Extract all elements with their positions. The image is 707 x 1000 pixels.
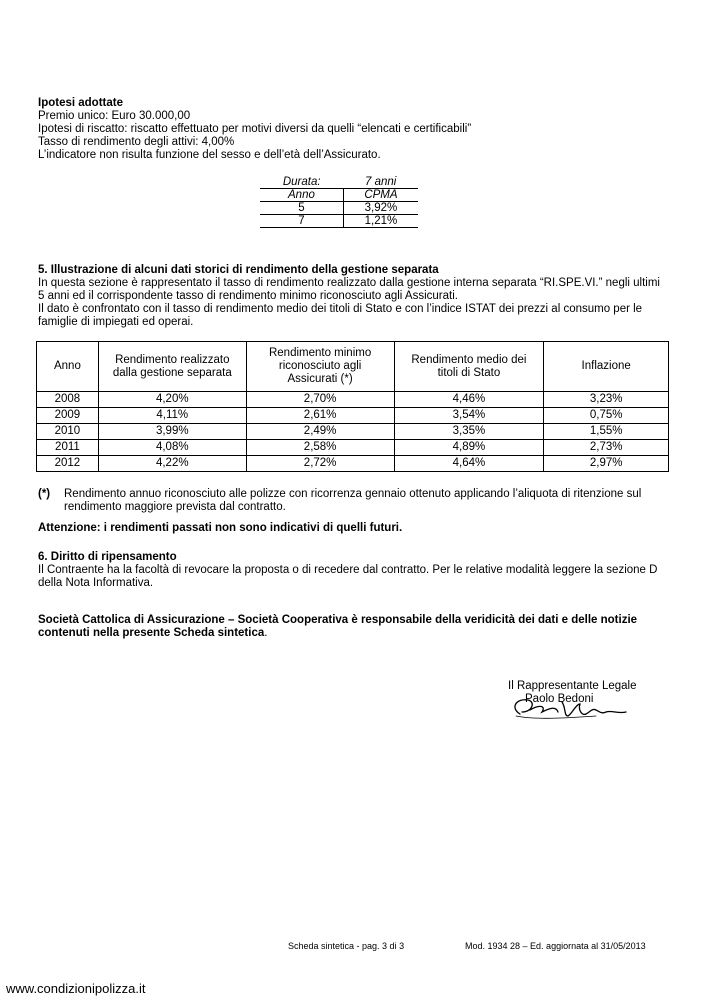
cell-year: 2011 <box>37 440 99 456</box>
section5-line: famiglie di impiegati ed operai. <box>38 316 194 328</box>
cell-inflation: 0,75% <box>544 408 669 424</box>
cpma-row <box>260 202 418 215</box>
cpma-value: 1,21% <box>343 215 418 228</box>
footer-model-info: Mod. 1934 28 – Ed. aggiornata al 31/05/2013 <box>465 941 646 951</box>
cell-realized: 4,22% <box>98 456 246 472</box>
signature-role: Il Rappresentante Legale <box>508 680 637 692</box>
footnote-marker: (*) <box>38 488 51 500</box>
hypotheses-block <box>38 97 471 162</box>
cell-inflation: 2,97% <box>544 456 669 472</box>
cell-realized: 4,11% <box>98 408 246 424</box>
hypotheses-line: Premio unico: Euro 30.000,00 <box>38 110 191 122</box>
duration-value: 7 anni <box>365 176 397 188</box>
cell-inflation: 3,23% <box>544 392 669 408</box>
section5-line: In questa sezione è rappresentato il tasso di rendimento realizzato dalla gestione interna separata “RI.SPE.VI.” negli ultimi <box>38 277 660 289</box>
cell-state-bonds: 4,89% <box>394 440 544 456</box>
section5-block <box>38 264 668 329</box>
table-row <box>37 440 669 456</box>
cell-realized: 4,20% <box>98 392 246 408</box>
cell-minimum: 2,61% <box>246 408 394 424</box>
cpma-col-value: CPMA <box>343 189 418 202</box>
header-year: Anno <box>37 342 99 392</box>
responsibility-statement <box>38 614 668 640</box>
duration-label: Durata: <box>282 176 321 188</box>
footnote-line: Rendimento annuo riconosciuto alle polizze con ricorrenza gennaio ottenuto applicando l’aliquota di ritenzione sul <box>64 488 642 500</box>
signature-name: Paolo Bedoni <box>525 693 594 705</box>
cpma-year: 7 <box>260 215 343 228</box>
cell-state-bonds: 3,35% <box>394 424 544 440</box>
cell-minimum: 2,49% <box>246 424 394 440</box>
section5-line: 5 anni ed il corrispondente tasso di rendimento minimo riconosciuto agli Assicurati. <box>38 290 458 302</box>
header-inflation: Inflazione <box>544 342 669 392</box>
cell-inflation: 1,55% <box>544 424 669 440</box>
cpma-value: 3,92% <box>343 202 418 215</box>
cpma-year: 5 <box>260 202 343 215</box>
responsibility-line: Società Cattolica di Assicurazione – Società Cooperativa è responsabile della veridicità dei dati e delle notizie <box>38 614 638 626</box>
returns-history-table <box>36 341 669 472</box>
table-row <box>37 408 669 424</box>
hypotheses-line: L’indicatore non risulta funzione del sesso e dell’età dell’Assicurato. <box>38 149 381 161</box>
responsibility-line: contenuti nella presente Scheda sintetica <box>38 627 265 639</box>
section6-title: 6. Diritto di ripensamento <box>38 551 177 563</box>
section6-block <box>38 551 668 590</box>
cell-state-bonds: 4,64% <box>394 456 544 472</box>
header-realized-return: Rendimento realizzato dalla gestione separata <box>98 342 246 392</box>
cpma-col-year: Anno <box>260 189 343 202</box>
table-row <box>37 456 669 472</box>
cell-year: 2012 <box>37 456 99 472</box>
cell-year: 2008 <box>37 392 99 408</box>
section6-line: Il Contraente ha la facoltà di revocare la proposta o di recedere dal contratto. Per le relative modalità leggere la sezione D <box>38 564 658 576</box>
table-row <box>37 424 669 440</box>
cpma-row <box>260 215 418 228</box>
cell-minimum: 2,58% <box>246 440 394 456</box>
cell-inflation: 2,73% <box>544 440 669 456</box>
cpma-table <box>260 176 418 228</box>
table-row <box>37 392 669 408</box>
table-header-row <box>37 342 669 392</box>
handwritten-signature <box>506 694 636 724</box>
section6-line: della Nota Informativa. <box>38 577 154 589</box>
watermark-url[interactable]: www.condizionipolizza.it <box>6 981 146 996</box>
section5-title: 5. Illustrazione di alcuni dati storici di rendimento della gestione separata <box>38 264 439 276</box>
cell-minimum: 2,70% <box>246 392 394 408</box>
cell-realized: 3,99% <box>98 424 246 440</box>
cell-year: 2010 <box>37 424 99 440</box>
header-minimum-return: Rendimento minimo riconosciuto agli Assicurati (*) <box>246 342 394 392</box>
responsibility-period: . <box>264 627 268 639</box>
hypotheses-title: Ipotesi adottate <box>38 97 123 109</box>
hypotheses-line: Tasso di rendimento degli attivi: 4,00% <box>38 136 235 148</box>
header-state-bonds-return: Rendimento medio dei titoli di Stato <box>394 342 544 392</box>
cell-state-bonds: 3,54% <box>394 408 544 424</box>
cell-realized: 4,08% <box>98 440 246 456</box>
cell-minimum: 2,72% <box>246 456 394 472</box>
attention-note: Attenzione: i rendimenti passati non sono indicativi di quelli futuri. <box>38 522 403 534</box>
section5-line: Il dato è confrontato con il tasso di rendimento medio dei titoli di Stato e con l’indice ISTAT dei prezzi al consumo per le <box>38 303 643 315</box>
footnote-line: rendimento maggiore prevista dal contratto. <box>64 501 286 513</box>
hypotheses-line: Ipotesi di riscatto: riscatto effettuato per motivi diversi da quelli “elencati e certificabili” <box>38 123 472 135</box>
cell-state-bonds: 4,46% <box>394 392 544 408</box>
footer-page-info: Scheda sintetica - pag. 3 di 3 <box>288 941 405 951</box>
cell-year: 2009 <box>37 408 99 424</box>
